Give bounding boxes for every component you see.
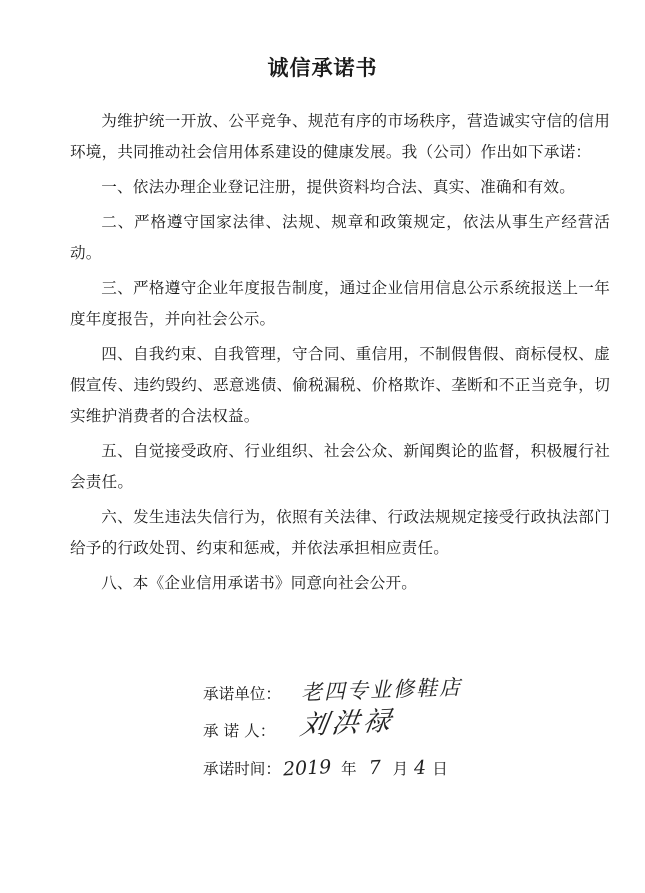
signature-block	[203, 676, 543, 787]
handwritten-month: 7	[367, 756, 382, 780]
document-body	[70, 106, 610, 603]
person-label: 承 诺 人：	[203, 722, 276, 740]
handwritten-unit-name: 老四专业修鞋店	[300, 675, 463, 705]
paragraph-item-5: 五、自觉接受政府、行业组织、社会公众、新闻舆论的监督，积极履行社会责任。	[70, 442, 610, 491]
time-label: 承诺时间：	[203, 760, 281, 778]
handwritten-signature: 刘洪禄	[298, 705, 397, 742]
paragraph-item-4: 四、自我约束、自我管理，守合同、重信用，不制假售假、商标侵权、虚假宣传、违约毁约、恶意逃债、偷税漏税、价格欺诈、垄断和不正当竞争，切实维护消费者的合法权益。	[70, 345, 610, 425]
year-char: 年	[340, 760, 357, 778]
signature-date-row	[203, 750, 543, 787]
paragraph-intro: 为维护统一开放、公平竞争、规范有序的市场秩序，营造诚实守信的信用环境，共同推动社会信用体系建设的健康发展。我（公司）作出如下承诺：	[70, 112, 610, 161]
paragraph-item-3: 三、严格遵守企业年度报告制度，通过企业信用信息公示系统报送上一年度年度报告，并向社会公示。	[70, 279, 610, 328]
signature-person-row	[203, 705, 543, 750]
handwritten-year: 2019	[282, 756, 332, 781]
paragraph-item-2: 二、严格遵守国家法律、法规、规章和政策规定，依法从事生产经营活动。	[70, 213, 610, 262]
handwritten-day: 4	[413, 756, 427, 780]
paragraph-item-8: 八、本《企业信用承诺书》同意向社会公开。	[101, 574, 418, 592]
paragraph-item-1: 一、依法办理企业登记注册，提供资料均合法、真实、准确和有效。	[101, 178, 576, 196]
document-title: 诚信承诺书	[267, 56, 378, 80]
month-char: 月	[392, 760, 409, 778]
paragraph-item-6: 六、发生违法失信行为，依照有关法律、行政法规规定接受行政执法部门给予的行政处罚、约束和惩戒，并依法承担相应责任。	[70, 508, 610, 557]
day-char: 日	[432, 760, 448, 778]
unit-label: 承诺单位：	[203, 685, 281, 703]
